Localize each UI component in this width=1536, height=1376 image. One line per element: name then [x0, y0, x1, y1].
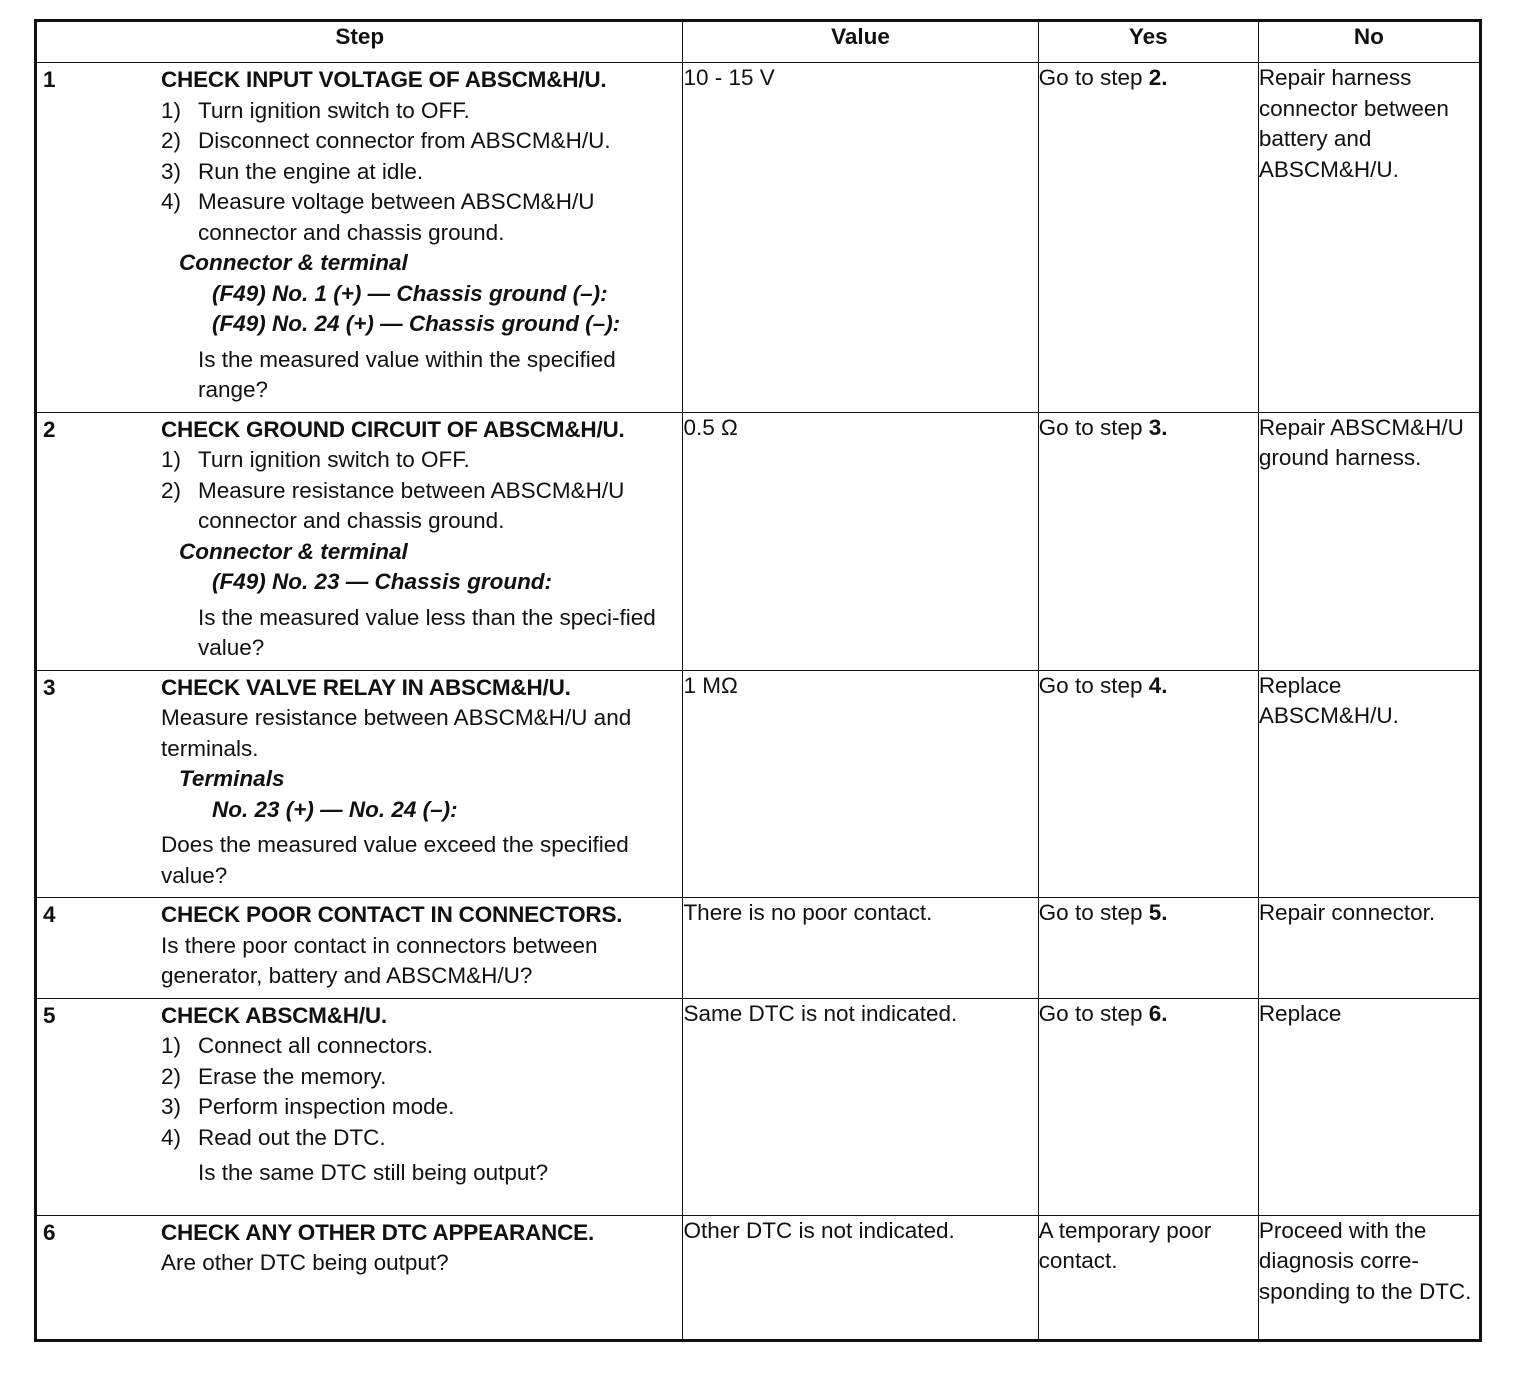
header-row — [36, 21, 1481, 63]
substep — [161, 157, 678, 188]
step-question: Is the same DTC still being output? — [198, 1160, 549, 1185]
step-number: 4 — [43, 902, 56, 927]
table-row — [36, 1215, 1481, 1340]
substep-number: 4) — [161, 1124, 182, 1150]
yes-prefix: Go to step — [1038, 1000, 1149, 1026]
yes-cell — [1038, 670, 1258, 898]
substep-text: Run the engine at idle. — [198, 158, 424, 184]
value-cell: 10 - 15 V — [683, 63, 1038, 413]
step-intro: Are other DTC being output? — [161, 1250, 449, 1275]
substep-number: 1) — [161, 447, 182, 472]
step-cell — [36, 63, 683, 413]
step-title: CHECK ANY OTHER DTC APPEARANCE. — [161, 1219, 595, 1245]
substep — [161, 1123, 678, 1154]
substep-text: Disconnect connector from ABSCM&H/U. — [198, 128, 611, 153]
step-cell — [36, 670, 683, 898]
substep-text: Measure voltage between ABSCM&H/U connector and chassis ground. — [198, 189, 595, 245]
substep — [161, 187, 678, 248]
yes-step-number: 4. — [1148, 672, 1168, 698]
step-question: Is the measured value within the specified range? — [198, 346, 616, 402]
substep — [161, 96, 678, 127]
value-cell: 1 MΩ — [683, 670, 1038, 898]
yes-cell — [1038, 412, 1258, 670]
header-no: No — [1258, 21, 1480, 63]
no-cell: Replace ABSCM&H/U. — [1258, 670, 1480, 898]
table-row — [36, 670, 1481, 898]
step-number: 1 — [43, 67, 56, 92]
substep-number: 1) — [161, 1033, 182, 1058]
substep — [161, 445, 678, 476]
step-title: CHECK INPUT VOLTAGE OF ABSCM&H/U. — [161, 67, 607, 92]
step-wrap — [37, 1216, 682, 1285]
yes-cell — [1038, 1215, 1258, 1340]
substep-text: Perform inspection mode. — [198, 1094, 455, 1119]
step-body — [161, 898, 682, 998]
step-title: CHECK ABSCM&H/U. — [161, 1002, 387, 1028]
substep-text: Turn ignition switch to OFF. — [198, 97, 470, 123]
step-wrap — [37, 999, 682, 1195]
substep-number: 2) — [161, 477, 182, 503]
substep-text: Measure resistance between ABSCM&H/U connector and chassis ground. — [198, 477, 625, 533]
step-body — [161, 671, 682, 898]
step-body — [161, 413, 682, 670]
step-number: 3 — [43, 674, 56, 700]
yes-cell — [1038, 898, 1258, 999]
step-wrap — [37, 413, 682, 670]
header-yes: Yes — [1038, 21, 1258, 63]
no-cell: Repair ABSCM&H/U ground harness. — [1258, 412, 1480, 670]
terminal-spec: No. 23 (+) — No. 24 (–): — [212, 796, 458, 822]
yes-prefix: Go to step — [1038, 672, 1149, 698]
table-row — [36, 898, 1481, 999]
step-wrap — [37, 898, 682, 998]
substep — [161, 1062, 678, 1093]
substep-text: Connect all connectors. — [198, 1033, 434, 1058]
substep-number: 3) — [161, 1094, 182, 1119]
yes-step-number: 2. — [1148, 65, 1168, 90]
substep-number: 1) — [161, 97, 182, 123]
yes-prefix: Go to step — [1038, 65, 1149, 90]
substep — [161, 476, 678, 537]
substep — [161, 126, 678, 157]
diagnostic-table — [34, 19, 1482, 1342]
no-cell: Proceed with the diagnosis corre-sponding to the DTC. — [1258, 1215, 1480, 1340]
terminal-spec: (F49) No. 1 (+) — Chassis ground (–): — [212, 280, 608, 306]
substep-number: 4) — [161, 189, 182, 214]
substep-text: Read out the DTC. — [198, 1124, 386, 1150]
step-title: CHECK VALVE RELAY IN ABSCM&H/U. — [161, 674, 571, 700]
no-cell: Repair harness connector between battery and ABSCM&H/U. — [1258, 63, 1480, 413]
value-cell: There is no poor contact. — [683, 898, 1038, 999]
step-number: 2 — [43, 416, 56, 442]
step-wrap — [37, 671, 682, 898]
substep-number: 2) — [161, 1063, 182, 1089]
step-cell — [36, 1215, 683, 1340]
substep-text: Turn ignition switch to OFF. — [198, 447, 470, 472]
yes-step-number: 5. — [1148, 900, 1168, 925]
step-number: 5 — [43, 1002, 56, 1028]
table-row — [36, 63, 1481, 413]
value-cell: Other DTC is not indicated. — [683, 1215, 1038, 1340]
step-body — [161, 63, 682, 412]
step-intro: Measure resistance between ABSCM&H/U and terminals. — [161, 705, 632, 761]
step-body — [161, 1216, 682, 1285]
step-title: CHECK POOR CONTACT IN CONNECTORS. — [161, 902, 623, 927]
table-row — [36, 998, 1481, 1215]
step-number: 6 — [43, 1219, 56, 1245]
step-question: Is the measured value less than the speci-fied value? — [198, 604, 656, 660]
yes-step-number: 6. — [1148, 1000, 1168, 1026]
step-body — [161, 999, 682, 1195]
yes-prefix: Go to step — [1038, 900, 1149, 925]
value-cell: 0.5 Ω — [683, 412, 1038, 670]
connector-label: Connector & terminal — [179, 250, 408, 275]
step-cell — [36, 412, 683, 670]
no-cell: Repair connector. — [1258, 898, 1480, 999]
substep — [161, 1031, 678, 1062]
connector-label: Connector & terminal — [179, 538, 408, 564]
connector-label: Terminals — [179, 766, 285, 791]
value-cell: Same DTC is not indicated. — [683, 998, 1038, 1215]
step-cell — [36, 998, 683, 1215]
yes-cell — [1038, 63, 1258, 413]
yes-step-number: 3. — [1148, 414, 1168, 440]
step-intro: Is there poor contact in connectors between generator, battery and ABSCM&H/U? — [161, 932, 598, 988]
step-cell — [36, 898, 683, 999]
table-row — [36, 412, 1481, 670]
no-cell: Replace — [1258, 998, 1480, 1215]
terminal-spec: (F49) No. 24 (+) — Chassis ground (–): — [212, 311, 621, 336]
yes-text: A temporary poor contact. — [1038, 1217, 1212, 1273]
yes-cell — [1038, 998, 1258, 1215]
terminal-spec: (F49) No. 23 — Chassis ground: — [212, 569, 553, 594]
step-wrap — [37, 63, 682, 412]
step-title: CHECK GROUND CIRCUIT OF ABSCM&H/U. — [161, 416, 625, 442]
header-value: Value — [683, 21, 1038, 63]
substep — [161, 1092, 678, 1123]
substep-number: 3) — [161, 158, 182, 184]
substep-number: 2) — [161, 128, 182, 153]
yes-prefix: Go to step — [1038, 414, 1149, 440]
substep-text: Erase the memory. — [198, 1063, 387, 1089]
header-step: Step — [36, 21, 683, 63]
step-question: Does the measured value exceed the specified value? — [161, 832, 629, 888]
